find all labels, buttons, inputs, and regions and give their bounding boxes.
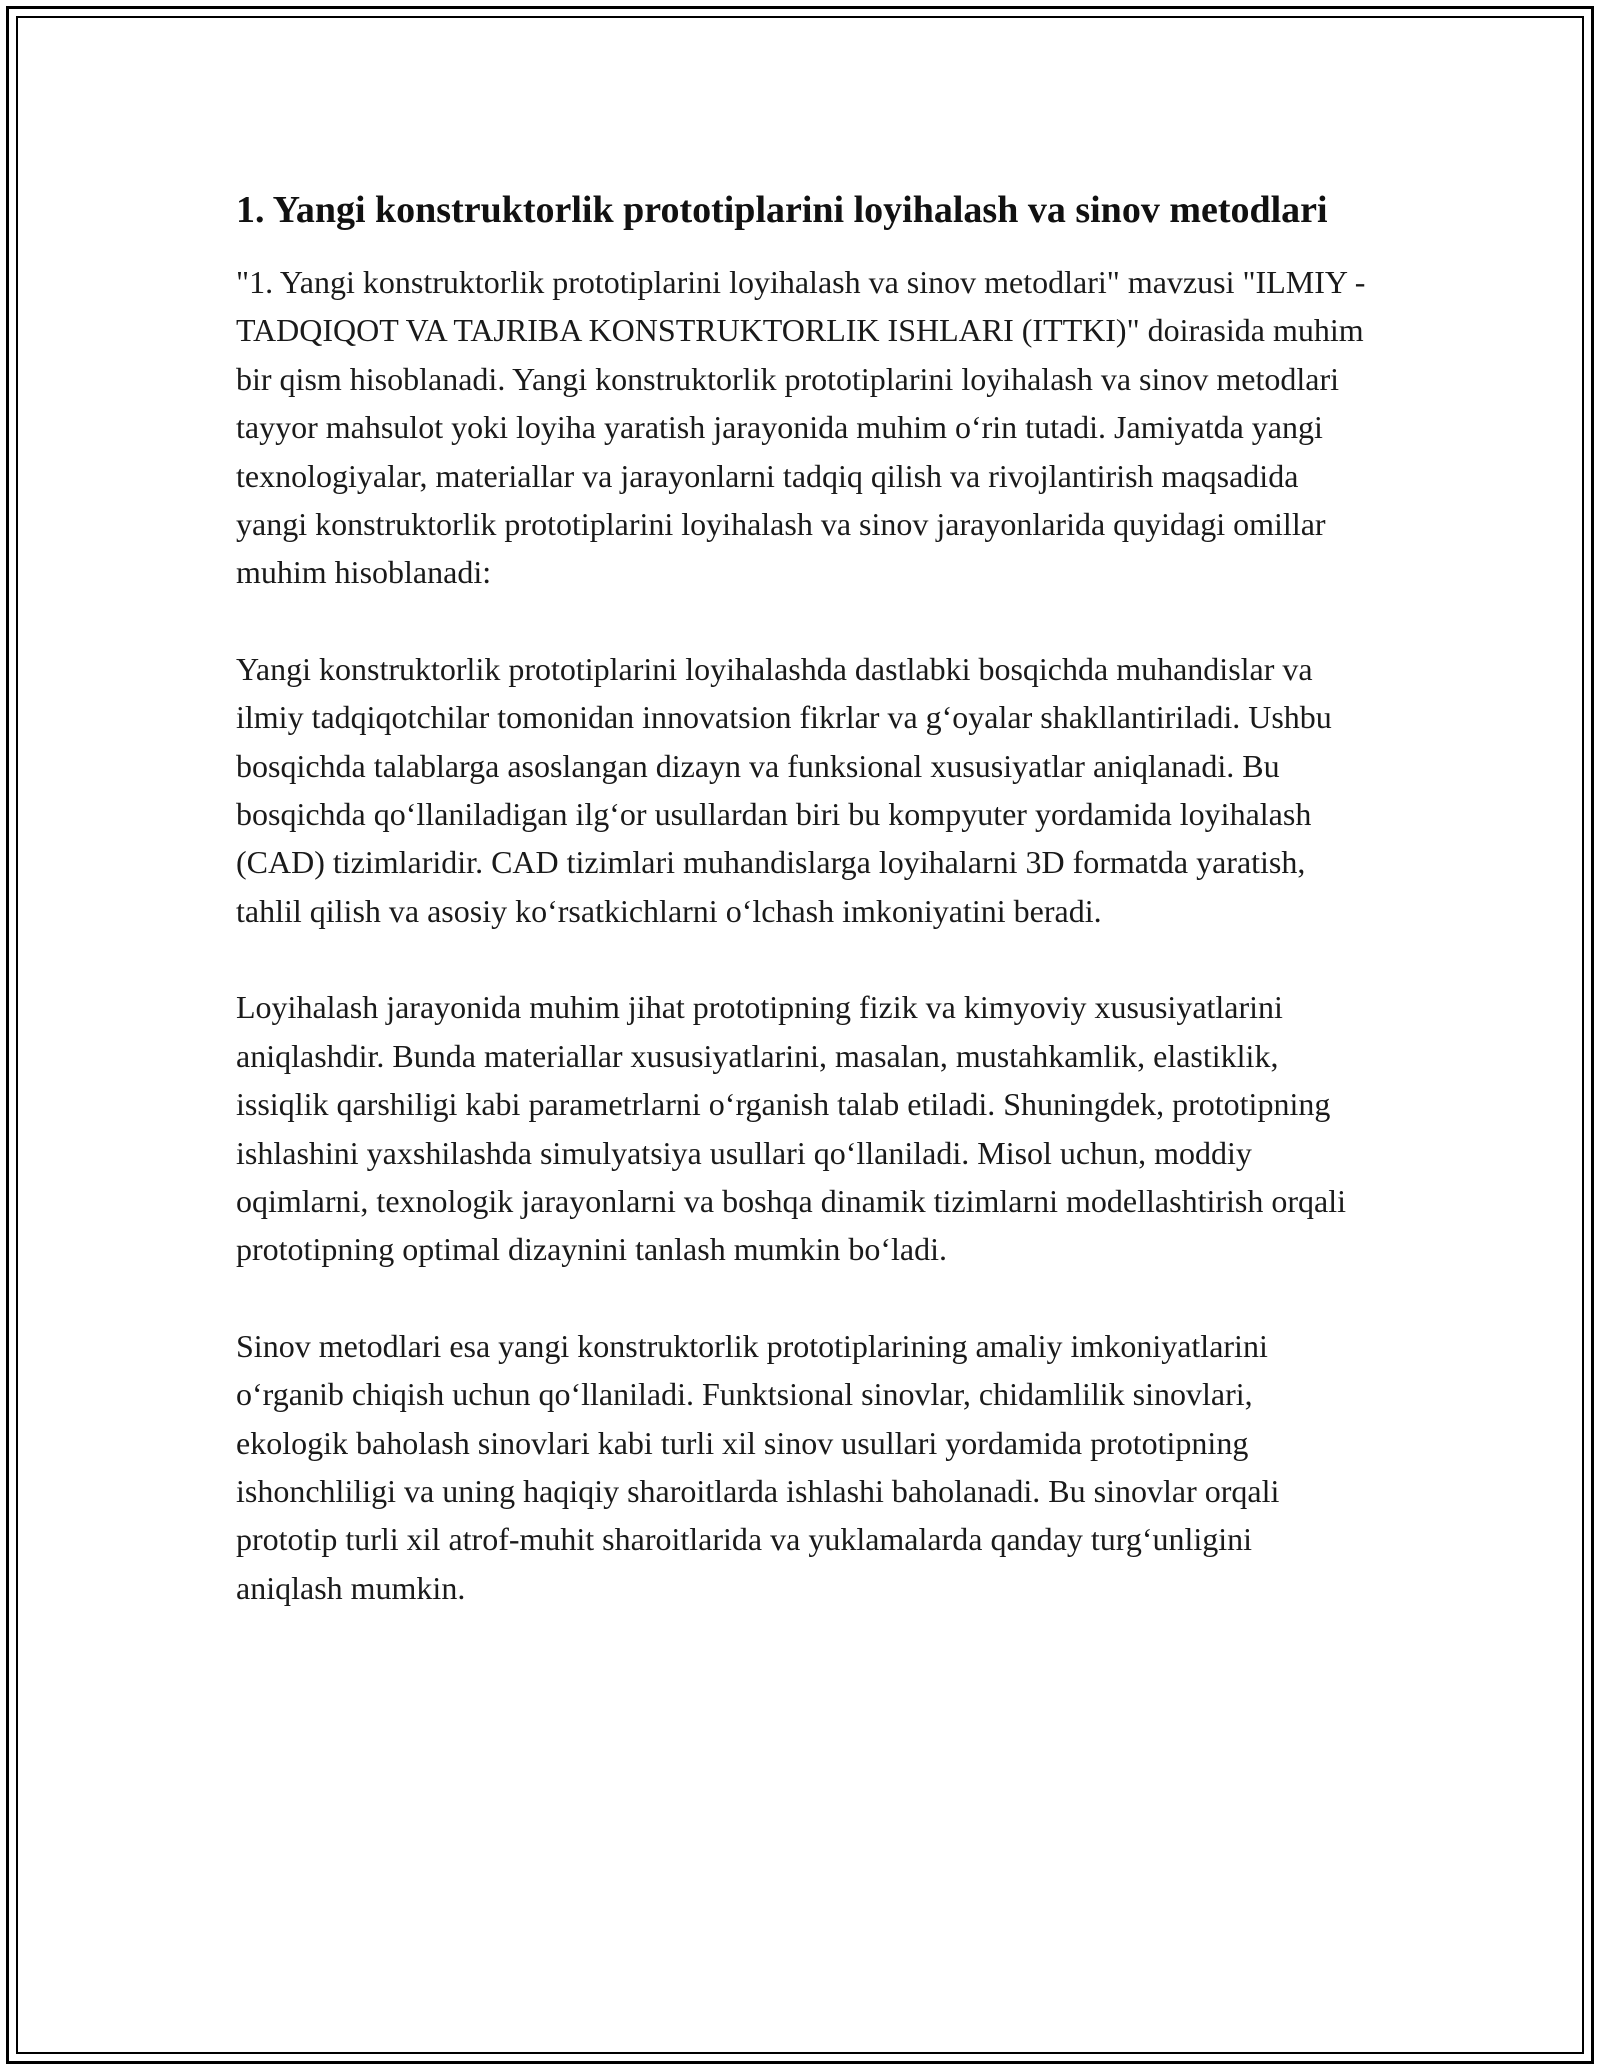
- section-title: 1. Yangi konstruktorlik prototiplarini loyihalash va sinov metodlari: [236, 189, 1328, 231]
- document-body: [236, 182, 1366, 1612]
- paragraph-design-stage: Yangi konstruktorlik prototiplarini loyihalashda dastlabki bosqichda muhandislar va ilmiy tadqiqotchilar tomonidan innovatsion fikrlar va g‘oyalar shakllantiriladi. Ushbu bosqichda talablarga asoslangan dizayn va funksional xususiyatlar aniqlanadi. Bu bosqichda qo‘llaniladigan ilg‘or usullardan biri bu kompyuter yordamida loyihalash (CAD) tizimlaridir. CAD tizimlari muhandislarga loyihalarni 3D formatda yaratish, tahlil qilish va asosiy ko‘rsatkichlarni o‘lchash imkoniyatini beradi.: [236, 650, 1332, 929]
- paragraph-intro: "1. Yangi konstruktorlik prototiplarini loyihalash va sinov metodlari" mavzusi "ILMIY - TADQIQOT VA TAJRIBA KONSTRUKTORLIK ISHLARI (ITTKI)" doirasida muhim bir qism hisoblanadi. Yangi konstruktorlik prototiplarini loyihalash va sinov metodlari tayyor mahsulot yoki loyiha yaratish jarayonida muhim o‘rin tutadi. Jamiyatda yangi texnologiyalar, materiallar va jarayonlarni tadqiq qilish va rivojlantirish maqsadida yangi konstruktorlik prototiplarini loyihalash va sinov jarayonlarida quyidagi omillar muhim hisoblanadi:: [236, 264, 1366, 591]
- paragraph-testing-methods: Sinov metodlari esa yangi konstruktorlik prototiplarining amaliy imkoniyatlarini o‘rganib chiqish uchun qo‘llaniladi. Funktsional sinovlar, chidamlilik sinovlari, ekologik baholash sinovlari kabi turli xil sinov usullari yordamida prototipning ishonchliligi va uning haqiqiy sharoitlarda ishlashi baholanadi. Bu sinovlar orqali prototip turli xil atrof-muhit sharoitlarida va yuklamalarda qanday turg‘unligini aniqlash mumkin.: [236, 1327, 1280, 1606]
- paragraph-properties: Loyihalash jarayonida muhim jihat prototipning fizik va kimyoviy xususiyatlarini aniqlashdir. Bunda materiallar xususiyatlarini, masalan, mustahkamlik, elastiklik, issiqlik qarshiligi kabi parametrlarni o‘rganish talab etiladi. Shuningdek, prototipning ishlashini yaxshilashda simulyatsiya usullari qo‘llaniladi. Misol uchun, moddiy oqimlarni, texnologik jarayonlarni va boshqa dinamik tizimlarni modellashtirish orqali prototipning optimal dizaynini tanlash mumkin bo‘ladi.: [236, 989, 1346, 1268]
